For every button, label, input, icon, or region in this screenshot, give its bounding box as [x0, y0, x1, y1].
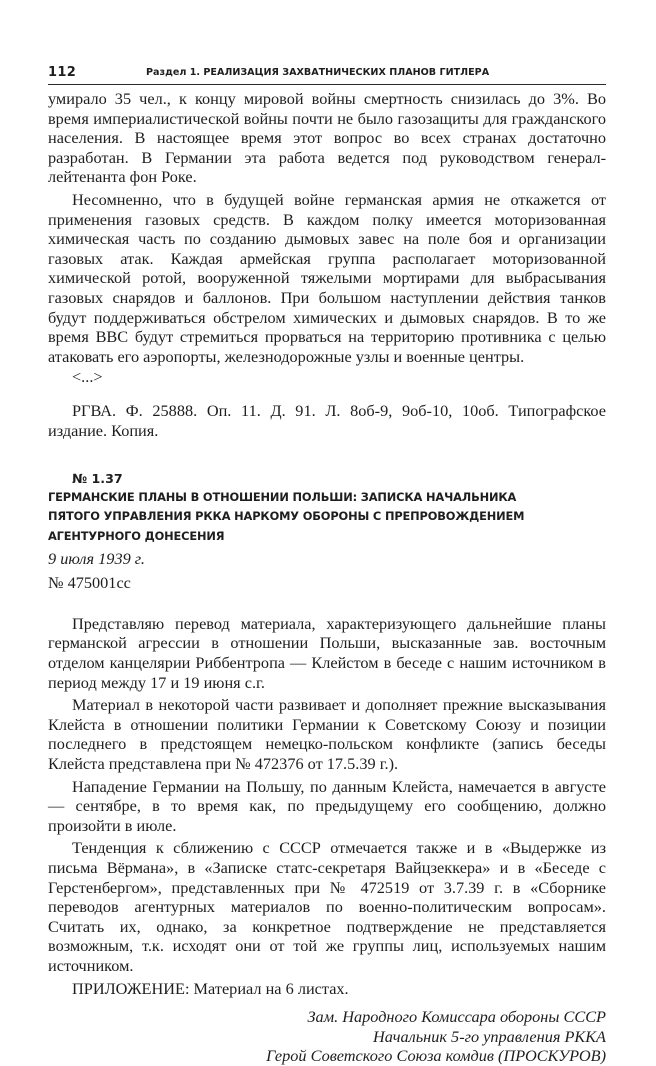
paragraph: Представляю перевод материала, характеризующего дальнейшие планы германской агрессии в отношении Польши, высказанные зав. восточным отделом канцелярии Риббентропа — Клейстом в беседе с нашим источником в период между 17 и 19 июня с.г. [48, 613, 606, 692]
page-number: 112 [48, 65, 77, 80]
paragraph: Материал в некоторой части развивает и дополняет прежние высказывания Клейста в отношении политики Германии к Советскому Союзу и позиции последнего в предстоящем немецко-польском конфликте (запись беседы Клейста представлена при № 472376 от 17.5.39 г.). [48, 695, 606, 774]
document-title [48, 488, 606, 546]
paragraph: Несомненно, что в будущей войне германская армия не откажется от применения газовых средств. В каждом полку имеется моторизованная химическая часть по созданию дымовых завес на поле боя и организации газовых атак. Каждая армейская группа располагает моторизованной химической ротой, вооруженной тяжелыми мортирами для выбрасывания газовых снарядов и баллонов. При большом наступлении действия танков будут поддерживаться обстрелом химических и дымовых снарядов. В то же время ВВС будут стремиться прорваться на территорию противника с целью атаковать его аэропорты, железнодорожные узлы и военные центры. [48, 189, 606, 366]
document-date: 9 июля 1939 г. [48, 548, 146, 568]
section-title: Раздел 1. РЕАЛИЗАЦИЯ ЗАХВАТНИЧЕСКИХ ПЛАНОВ ГИТЛЕРА [146, 67, 490, 78]
continued-paragraph: умирало 35 чел., к концу мировой войны смертность снизилась до 3%. Во время империалистической войны почти не было газозащиты для гражданского населения. В настоящее время этот вопрос во всех странах достаточно разработан. В Германии эта работа ведется под руководством генерал-лейтенанта фон Роке. [48, 89, 606, 187]
paragraph: Нападение Германии на Польшу, по данным Клейста, намечается в августе — сентябре, в то время как, по предыдущему его сообщению, должно произойти в июле. [48, 776, 606, 835]
signature-line: Зам. Народного Комиссара обороны СССР [307, 1007, 606, 1027]
signature-line: Герой Советского Союза комдив (ПРОСКУРОВ) [266, 1046, 606, 1066]
signature-block [48, 1007, 606, 1066]
attachment-note: ПРИЛОЖЕНИЕ: Материал на 6 листах. [72, 978, 349, 998]
document-number: № 1.37 [72, 471, 123, 487]
page-content [48, 89, 606, 1066]
paragraph: Тенденция к сближению с СССР отмечается также и в «Выдержке из письма Вёрмана», в «Записке статс-секретаря Вайцзеккера» и в «Беседе с Герстенбергом», представленных при № 472519 от 3.7.39 г. в «Сборнике переводов агентурных материалов по военно-политическим вопросам». Считать их, однако, за конкретное подтверждение не представляется возможным, т.к. исходят они от той же группы лиц, используемых нашим источником. [48, 838, 606, 975]
archive-source-note: РГВА. Ф. 25888. Оп. 11. Д. 91. Л. 8об-9, 9об-10, 10об. Типографское издание. Копия. [48, 400, 606, 440]
omission-mark: <...> [72, 367, 103, 387]
document-title-line: ГЕРМАНСКИЕ ПЛАНЫ В ОТНОШЕНИИ ПОЛЬШИ: ЗАПИСКА НАЧАЛЬНИКА [48, 490, 517, 505]
document-title-line: ПЯТОГО УПРАВЛЕНИЯ РККА НАРКОМУ ОБОРОНЫ С ПРЕПРОВОЖДЕНИЕМ [48, 509, 525, 524]
signature-line: Начальник 5-го управления РККА [373, 1026, 606, 1046]
document-reference-number: № 475001сс [48, 573, 131, 593]
running-header [48, 64, 606, 85]
document-title-line: АГЕНТУРНОГО ДОНЕСЕНИЯ [48, 528, 225, 543]
